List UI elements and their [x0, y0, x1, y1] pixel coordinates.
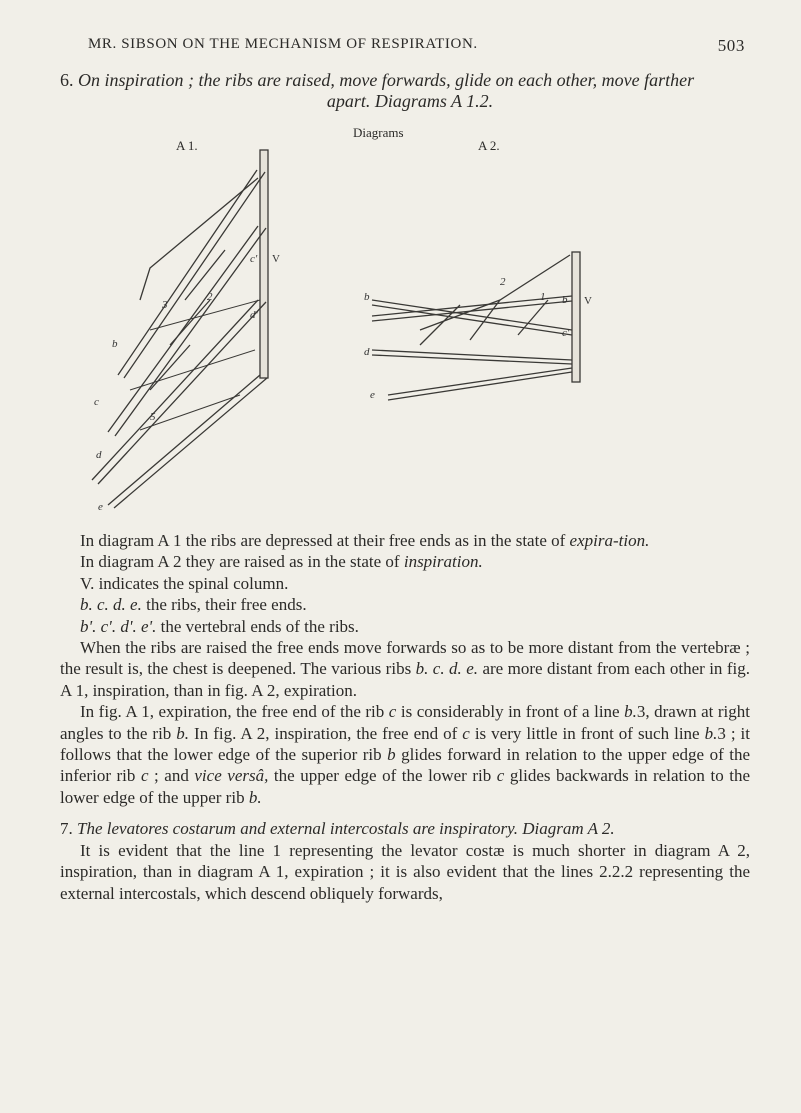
rib-e-a1	[108, 375, 267, 508]
rib-diagrams	[0, 0, 801, 530]
svg-text:V: V	[272, 253, 280, 265]
svg-text:d: d	[96, 449, 102, 461]
svg-text:2: 2	[207, 291, 213, 303]
paragraph-expiration: In diagram A 1 the ribs are depressed at their free ends as in the state of expira-tion.	[80, 531, 650, 550]
spinal-column-a1	[260, 150, 268, 378]
section-7-heading: 7. The levatores costarum and external intercostals are inspiratory. Diagram A 2.	[60, 819, 615, 839]
spinal-column-a2	[572, 252, 580, 382]
svg-text:5: 5	[150, 411, 156, 423]
svg-text:V: V	[584, 295, 592, 307]
diagram-a2	[364, 252, 592, 401]
paragraph-vertebral-ends: b'. c'. d'. e'. the vertebral ends of the ribs.	[80, 616, 359, 636]
svg-text:c: c	[94, 396, 99, 408]
heading-line-1: On inspiration ; the ribs are raised, move forwards, glide on each other, move farther	[78, 70, 695, 90]
figure-label-a1: A 1.	[176, 138, 198, 153]
paragraph-spinal: V. indicates the spinal column.	[80, 573, 289, 593]
paragraph-levator: It is evident that the line 1 representing the levator costæ is much shorter in diagram A 2, inspiration, than in diagram A 1, expiration ; it is also evident that the lines 2.2.2 representing the external intercostals, which descend obliquely forwards,	[60, 840, 750, 903]
svg-text:1: 1	[540, 291, 546, 303]
heading-line-2: apart. Diagrams A 1.2.	[326, 91, 494, 111]
paragraph-free-ends: b. c. d. e. the ribs, their free ends.	[80, 595, 307, 615]
svg-text:3: 3	[162, 299, 168, 311]
rib-c-a1	[108, 226, 266, 436]
figure-title: Diagrams	[353, 125, 404, 140]
svg-text:e: e	[370, 389, 375, 401]
svg-text:e: e	[98, 501, 103, 513]
svg-text:d': d'	[250, 309, 258, 321]
figure-label-a2: A 2.	[478, 138, 500, 153]
svg-text:c': c'	[250, 253, 258, 265]
running-title: MR. SIBSON ON THE MECHANISM OF RESPIRATION.	[88, 36, 478, 52]
svg-text:b: b	[112, 338, 118, 350]
diagram-a1	[92, 150, 280, 513]
paragraph-glide: In fig. A 1, expiration, the free end of the rib c is considerably in front of a line b.3, drawn at right angles to the rib b. In fig. A 2, inspiration, the free end of c is very little in front of such line b.3 ; it follows that the lower edge of the superior rib b glides forward in relation to the upper edge of the inferior rib c ; and vice versâ, the upper edge of the lower rib c glides backwards in relation to the lower edge of the upper rib b.	[60, 702, 751, 807]
body-text	[60, 530, 750, 904]
paragraph-inspiration: In diagram A 2 they are raised as in the state of inspiration.	[80, 552, 483, 572]
svg-text:b: b	[364, 291, 370, 303]
rib-e-a2	[388, 368, 572, 400]
rib-d-a2	[372, 350, 572, 364]
page-number: 503	[717, 36, 745, 55]
rib-b-a1	[118, 170, 265, 378]
section-number: 6.	[60, 70, 74, 90]
paragraph-chest-deepened: When the ribs are raised the free ends move forwards so as to be more distant from the vertebræ ; the result is, the chest is deepened. The various ribs b. c. d. e. are more distant from each other in fig. A 1, inspiration, than in fig. A 2, expiration.	[60, 638, 751, 700]
svg-text:2: 2	[500, 276, 506, 288]
svg-text:d: d	[364, 346, 370, 358]
svg-text:c': c'	[562, 327, 570, 339]
svg-text:b: b	[562, 294, 568, 306]
